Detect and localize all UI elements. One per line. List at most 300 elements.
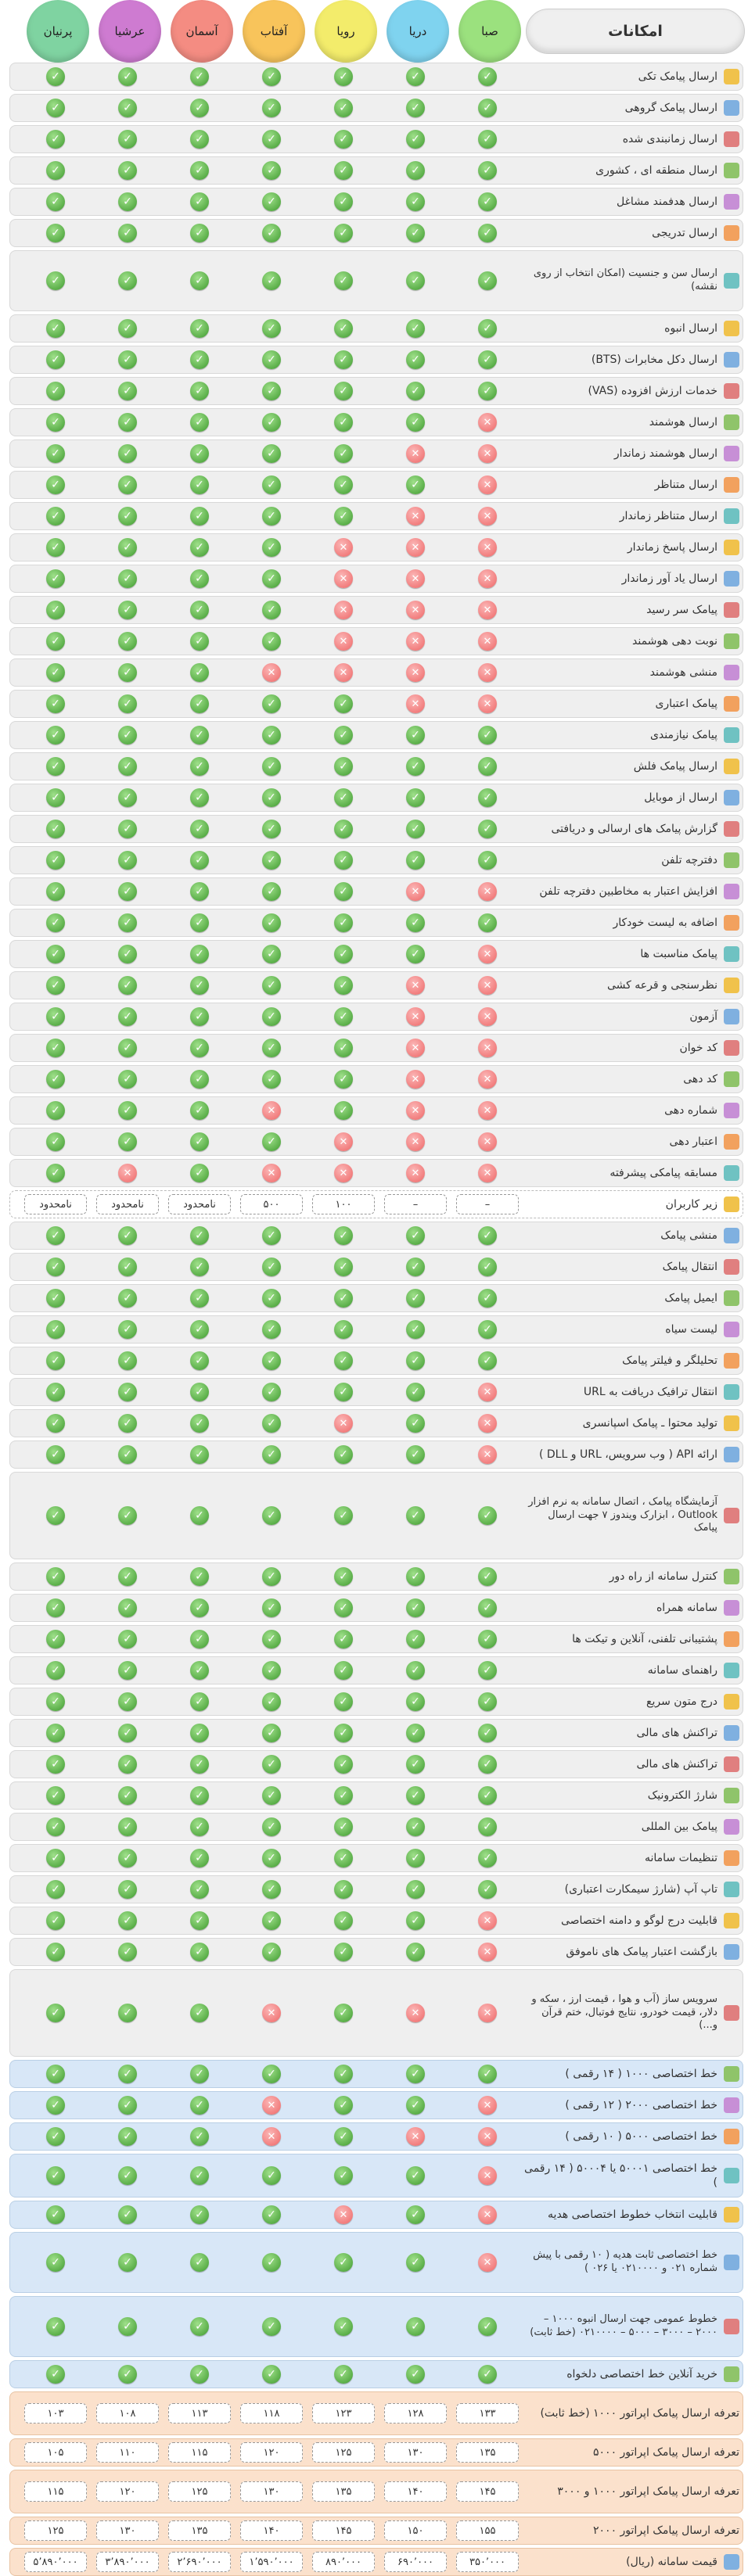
check-icon: ✓ bbox=[190, 569, 209, 588]
check-icon: ✓ bbox=[478, 271, 497, 290]
check-icon: ✓ bbox=[262, 1692, 281, 1711]
row-label: تاپ آپ (شارژ سیمکارت اعتباری) bbox=[564, 1882, 717, 1896]
value-cell bbox=[92, 2520, 164, 2541]
check-icon: ✓ bbox=[118, 1289, 137, 1308]
check-icon: ✓ bbox=[334, 913, 353, 932]
check-icon: ✓ bbox=[118, 2365, 137, 2384]
feature-cell bbox=[20, 475, 92, 494]
value-cell bbox=[379, 1194, 451, 1214]
feature-cell bbox=[20, 161, 92, 180]
feature-cell bbox=[164, 1070, 236, 1089]
quick-text-icon bbox=[724, 1694, 739, 1710]
value-box: ۱۴۵ bbox=[456, 2481, 519, 2502]
price-icon bbox=[724, 2554, 739, 2570]
feature-cell bbox=[20, 726, 92, 744]
feature-cell bbox=[307, 1383, 379, 1401]
feature-cell bbox=[451, 1101, 523, 1120]
feature-cell bbox=[164, 1320, 236, 1339]
check-icon: ✓ bbox=[262, 2166, 281, 2185]
sub-user-icon bbox=[724, 1197, 739, 1212]
check-icon: ✓ bbox=[334, 1258, 353, 1276]
feature-cell bbox=[307, 2065, 379, 2083]
exam-icon bbox=[724, 1009, 739, 1024]
table-row bbox=[9, 2091, 743, 2119]
feature-cell bbox=[20, 976, 92, 995]
check-icon: ✓ bbox=[334, 1007, 353, 1026]
cross-icon: ✕ bbox=[406, 1039, 425, 1057]
check-icon: ✓ bbox=[406, 67, 425, 86]
cross-icon: ✕ bbox=[334, 663, 353, 682]
feature-cell bbox=[379, 507, 451, 526]
feature-cell bbox=[307, 224, 379, 242]
check-icon: ✓ bbox=[46, 820, 65, 838]
check-icon: ✓ bbox=[478, 67, 497, 86]
feature-cell bbox=[164, 1351, 236, 1370]
lab-icon bbox=[724, 1508, 739, 1523]
value-box: ۱۱۳ bbox=[168, 2403, 231, 2424]
feature-cell bbox=[20, 130, 92, 149]
public-line-icon bbox=[724, 2319, 739, 2334]
value-cell bbox=[164, 1194, 236, 1214]
check-icon: ✓ bbox=[190, 1414, 209, 1433]
row-caption bbox=[523, 1228, 743, 1243]
feature-cell bbox=[307, 569, 379, 588]
cross-icon: ✕ bbox=[406, 507, 425, 526]
package-name: عرشیا bbox=[114, 24, 146, 38]
row-caption bbox=[523, 225, 743, 241]
table-row bbox=[9, 1750, 743, 1778]
table-row bbox=[9, 1409, 743, 1437]
check-icon: ✓ bbox=[262, 67, 281, 86]
feature-cell bbox=[451, 1506, 523, 1525]
check-icon: ✓ bbox=[118, 1383, 137, 1401]
check-icon: ✓ bbox=[46, 1880, 65, 1899]
table-row bbox=[9, 533, 743, 561]
check-icon: ✓ bbox=[406, 1598, 425, 1617]
check-icon: ✓ bbox=[118, 945, 137, 963]
feature-cell bbox=[379, 1039, 451, 1057]
check-icon: ✓ bbox=[118, 882, 137, 901]
feature-cell bbox=[92, 2317, 164, 2336]
row-caption bbox=[523, 540, 743, 555]
check-icon: ✓ bbox=[262, 913, 281, 932]
check-icon: ✓ bbox=[262, 1007, 281, 1026]
table-row bbox=[9, 1813, 743, 1841]
feature-cell bbox=[164, 271, 236, 290]
blacklist-icon bbox=[724, 1322, 739, 1337]
feature-cell bbox=[451, 2253, 523, 2272]
row-caption bbox=[523, 163, 743, 178]
check-icon: ✓ bbox=[118, 1132, 137, 1151]
row-caption bbox=[523, 2485, 743, 2499]
check-icon: ✓ bbox=[190, 976, 209, 995]
cross-icon: ✕ bbox=[478, 2205, 497, 2224]
row-caption bbox=[523, 69, 743, 84]
table-row bbox=[9, 971, 743, 999]
feature-cell bbox=[379, 271, 451, 290]
feature-cell bbox=[451, 1817, 523, 1836]
feature-cell bbox=[20, 945, 92, 963]
feature-cell bbox=[164, 538, 236, 557]
row-label: ارسال هدفمند مشاغل bbox=[617, 195, 717, 208]
check-icon: ✓ bbox=[46, 1070, 65, 1089]
package-5[interactable] bbox=[171, 0, 233, 63]
row-label: پیامک اعتباری bbox=[655, 697, 717, 710]
value-box: نامحدود bbox=[96, 1194, 159, 1214]
check-icon: ✓ bbox=[118, 976, 137, 995]
check-icon: ✓ bbox=[406, 1226, 425, 1245]
value-box: ۱۰۳ bbox=[24, 2403, 87, 2424]
envelope-icon bbox=[724, 69, 739, 84]
check-icon: ✓ bbox=[190, 1943, 209, 1961]
feature-cell bbox=[236, 1661, 307, 1680]
row-caption bbox=[523, 1819, 743, 1835]
check-icon: ✓ bbox=[262, 694, 281, 713]
check-icon: ✓ bbox=[262, 726, 281, 744]
feature-cell bbox=[379, 1007, 451, 1026]
row-caption bbox=[523, 1103, 743, 1118]
feature-cell bbox=[451, 192, 523, 211]
check-icon: ✓ bbox=[190, 2127, 209, 2146]
feature-cell bbox=[451, 475, 523, 494]
row-caption bbox=[523, 1788, 743, 1803]
clock-icon bbox=[724, 131, 739, 147]
check-icon: ✓ bbox=[478, 2317, 497, 2336]
value-cell bbox=[92, 2442, 164, 2463]
check-icon: ✓ bbox=[190, 757, 209, 776]
feature-cell bbox=[236, 99, 307, 117]
check-icon: ✓ bbox=[334, 1567, 353, 1586]
check-icon: ✓ bbox=[190, 1786, 209, 1805]
feature-cell bbox=[307, 1164, 379, 1182]
feature-cell bbox=[20, 2096, 92, 2115]
feature-cell bbox=[164, 2365, 236, 2384]
check-icon: ✓ bbox=[406, 1880, 425, 1899]
feature-cell bbox=[236, 224, 307, 242]
check-icon: ✓ bbox=[46, 271, 65, 290]
check-icon: ✓ bbox=[118, 569, 137, 588]
feature-cell bbox=[92, 192, 164, 211]
gift-icon bbox=[724, 1165, 739, 1181]
feature-cell bbox=[379, 413, 451, 432]
row-label: راهنمای سامانه bbox=[647, 1663, 717, 1677]
check-icon: ✓ bbox=[46, 382, 65, 400]
row-caption bbox=[523, 1071, 743, 1087]
feature-cell bbox=[164, 382, 236, 400]
row-caption bbox=[523, 633, 743, 649]
table-row bbox=[9, 219, 743, 247]
feature-cell bbox=[451, 319, 523, 338]
check-icon: ✓ bbox=[118, 99, 137, 117]
feature-cell bbox=[307, 2317, 379, 2336]
feature-cell bbox=[92, 788, 164, 807]
row-label: تحلیلگر و فیلتر پیامک bbox=[622, 1354, 717, 1367]
cross-icon: ✕ bbox=[478, 632, 497, 651]
feature-cell bbox=[164, 1630, 236, 1649]
feature-cell bbox=[92, 2253, 164, 2272]
check-icon: ✓ bbox=[190, 1289, 209, 1308]
check-icon: ✓ bbox=[262, 1320, 281, 1339]
check-icon: ✓ bbox=[262, 507, 281, 526]
value-box: ۲٬۶۹۰٬۰۰۰ bbox=[168, 2552, 231, 2572]
table-row bbox=[9, 94, 743, 122]
feature-cell bbox=[236, 1445, 307, 1464]
feature-cell bbox=[236, 538, 307, 557]
table-row bbox=[9, 721, 743, 749]
value-cell bbox=[164, 2552, 236, 2572]
feature-cell bbox=[236, 913, 307, 932]
check-icon: ✓ bbox=[334, 1598, 353, 1617]
feature-cell bbox=[379, 851, 451, 870]
package-7[interactable] bbox=[27, 0, 89, 63]
row-caption bbox=[523, 1913, 743, 1928]
row-label: ارائه API ( وب سرویس، URL و DLL ) bbox=[538, 1448, 717, 1461]
feature-cell bbox=[20, 1320, 92, 1339]
check-icon: ✓ bbox=[334, 1506, 353, 1525]
feature-cell bbox=[20, 1755, 92, 1774]
check-icon: ✓ bbox=[118, 1226, 137, 1245]
cross-icon: ✕ bbox=[262, 2127, 281, 2146]
check-icon: ✓ bbox=[262, 569, 281, 588]
check-icon: ✓ bbox=[262, 1880, 281, 1899]
row-label: منشی هوشمند bbox=[649, 666, 717, 679]
check-icon: ✓ bbox=[262, 632, 281, 651]
check-icon: ✓ bbox=[334, 1320, 353, 1339]
feature-cell bbox=[379, 350, 451, 369]
check-icon: ✓ bbox=[406, 1786, 425, 1805]
row-caption bbox=[523, 1040, 743, 1056]
feature-cell bbox=[92, 632, 164, 651]
check-icon: ✓ bbox=[46, 569, 65, 588]
check-icon: ✓ bbox=[46, 507, 65, 526]
check-icon: ✓ bbox=[334, 2317, 353, 2336]
feature-cell bbox=[20, 1226, 92, 1245]
package-4[interactable] bbox=[243, 0, 305, 63]
check-icon: ✓ bbox=[262, 224, 281, 242]
feature-cell bbox=[92, 538, 164, 557]
row-label: پیامک بین المللی bbox=[641, 1820, 717, 1833]
feature-cell bbox=[164, 1661, 236, 1680]
feature-cell bbox=[236, 1320, 307, 1339]
feature-cell bbox=[307, 1506, 379, 1525]
feature-cell bbox=[164, 1039, 236, 1057]
code-reader-icon bbox=[724, 1040, 739, 1056]
feature-cell bbox=[92, 67, 164, 86]
check-icon: ✓ bbox=[46, 224, 65, 242]
row-label: مسابقه پیامکی پیشرفته bbox=[610, 1166, 717, 1179]
transfer-icon bbox=[724, 1259, 739, 1275]
row-caption bbox=[523, 884, 743, 899]
check-icon: ✓ bbox=[190, 2096, 209, 2115]
feature-cell bbox=[236, 1817, 307, 1836]
value-cell bbox=[236, 2403, 307, 2424]
feature-cell bbox=[451, 569, 523, 588]
check-icon: ✓ bbox=[262, 2065, 281, 2083]
row-label: پیامک سر رسید bbox=[646, 603, 717, 616]
cross-icon: ✕ bbox=[406, 632, 425, 651]
row-caption bbox=[523, 1353, 743, 1369]
feature-cell bbox=[20, 413, 92, 432]
check-icon: ✓ bbox=[118, 1724, 137, 1742]
table-row bbox=[9, 2438, 743, 2467]
check-icon: ✓ bbox=[46, 788, 65, 807]
table-row bbox=[9, 846, 743, 874]
check-icon: ✓ bbox=[406, 99, 425, 117]
feature-cell bbox=[20, 1351, 92, 1370]
feature-cell bbox=[379, 1755, 451, 1774]
feature-cell bbox=[20, 1724, 92, 1742]
check-icon: ✓ bbox=[190, 67, 209, 86]
package-6[interactable] bbox=[99, 0, 161, 63]
check-icon: ✓ bbox=[334, 475, 353, 494]
check-icon: ✓ bbox=[478, 1724, 497, 1742]
row-label: اضافه به لیست خودکار bbox=[613, 916, 717, 929]
feature-cell bbox=[451, 788, 523, 807]
value-box: ۱۳۰ bbox=[240, 2481, 303, 2502]
feature-cell bbox=[307, 1849, 379, 1867]
check-icon: ✓ bbox=[262, 444, 281, 463]
feature-cell bbox=[236, 663, 307, 682]
feature-cell bbox=[20, 1786, 92, 1805]
feature-cell bbox=[164, 851, 236, 870]
value-cell bbox=[451, 2520, 523, 2541]
feature-cell bbox=[20, 632, 92, 651]
check-icon: ✓ bbox=[478, 726, 497, 744]
cross-icon: ✕ bbox=[478, 569, 497, 588]
check-icon: ✓ bbox=[118, 757, 137, 776]
row-caption bbox=[523, 978, 743, 993]
check-icon: ✓ bbox=[262, 945, 281, 963]
cross-icon: ✕ bbox=[478, 1445, 497, 1464]
check-icon: ✓ bbox=[46, 601, 65, 619]
feature-cell bbox=[379, 382, 451, 400]
row-caption bbox=[523, 821, 743, 837]
feature-cell bbox=[379, 1567, 451, 1586]
mobile-icon bbox=[724, 790, 739, 805]
value-cell bbox=[307, 2481, 379, 2502]
feature-cell bbox=[307, 1070, 379, 1089]
cross-icon: ✕ bbox=[478, 2253, 497, 2272]
check-icon: ✓ bbox=[334, 99, 353, 117]
check-icon: ✓ bbox=[262, 475, 281, 494]
check-icon: ✓ bbox=[118, 601, 137, 619]
value-box: ۶۹۰٬۰۰۰ bbox=[384, 2552, 447, 2572]
row-label: افزایش اعتبار به مخاطبین دفترچه تلفن bbox=[539, 884, 717, 898]
check-icon: ✓ bbox=[190, 663, 209, 682]
feature-cell bbox=[92, 694, 164, 713]
package-2[interactable] bbox=[387, 0, 449, 63]
feature-cell bbox=[379, 130, 451, 149]
feature-cell bbox=[92, 1755, 164, 1774]
value-box: ۱۳۵ bbox=[456, 2442, 519, 2463]
check-icon: ✓ bbox=[406, 1724, 425, 1742]
value-box: ۳۵۰٬۰۰۰ bbox=[456, 2552, 519, 2572]
check-icon: ✓ bbox=[334, 694, 353, 713]
check-icon: ✓ bbox=[406, 161, 425, 180]
feature-cell bbox=[20, 507, 92, 526]
value-box: ۱۴۰ bbox=[240, 2520, 303, 2541]
row-caption bbox=[523, 727, 743, 743]
check-icon: ✓ bbox=[118, 1598, 137, 1617]
check-icon: ✓ bbox=[190, 538, 209, 557]
feature-cell bbox=[307, 2253, 379, 2272]
feature-cell bbox=[379, 1661, 451, 1680]
feature-cell bbox=[20, 1817, 92, 1836]
row-label: درج متون سریع bbox=[646, 1695, 717, 1708]
check-icon: ✓ bbox=[334, 1817, 353, 1836]
feature-cell bbox=[92, 1383, 164, 1401]
list-add-icon bbox=[724, 915, 739, 931]
row-caption bbox=[523, 414, 743, 430]
check-icon: ✓ bbox=[118, 1320, 137, 1339]
value-cell bbox=[164, 2481, 236, 2502]
feature-cell bbox=[307, 1755, 379, 1774]
package-name: پرنیان bbox=[43, 24, 73, 38]
table-row bbox=[9, 2232, 743, 2293]
check-icon: ✓ bbox=[46, 1630, 65, 1649]
check-icon: ✓ bbox=[46, 663, 65, 682]
feature-cell bbox=[92, 475, 164, 494]
feature-cell bbox=[451, 2096, 523, 2115]
feature-cell bbox=[451, 1849, 523, 1867]
package-1[interactable] bbox=[459, 0, 521, 63]
row-label: خدمات ارزش افزوده (VAS) bbox=[588, 384, 717, 397]
check-icon: ✓ bbox=[118, 1506, 137, 1525]
value-box: ۱۲۵ bbox=[312, 2442, 375, 2463]
feature-cell bbox=[164, 99, 236, 117]
feature-cell bbox=[164, 413, 236, 432]
check-icon: ✓ bbox=[190, 601, 209, 619]
filter-icon bbox=[724, 1353, 739, 1369]
feature-cell bbox=[451, 1383, 523, 1401]
check-icon: ✓ bbox=[406, 2317, 425, 2336]
feature-cell bbox=[307, 1007, 379, 1026]
row-label: اعتبار دهی bbox=[669, 1135, 717, 1148]
check-icon: ✓ bbox=[190, 1445, 209, 1464]
feature-cell bbox=[379, 1226, 451, 1245]
feature-cell bbox=[307, 67, 379, 86]
check-icon: ✓ bbox=[262, 382, 281, 400]
line-icon bbox=[724, 2097, 739, 2113]
feature-cell bbox=[451, 224, 523, 242]
feature-cell bbox=[20, 913, 92, 932]
row-caption bbox=[523, 1694, 743, 1710]
row-label: بازگشت اعتبار پیامک های ناموفق bbox=[566, 1945, 717, 1958]
feature-cell bbox=[164, 1911, 236, 1930]
feature-cell bbox=[164, 444, 236, 463]
cross-icon: ✕ bbox=[334, 538, 353, 557]
check-icon: ✓ bbox=[46, 67, 65, 86]
check-icon: ✓ bbox=[46, 2004, 65, 2022]
feature-cell bbox=[307, 192, 379, 211]
feature-cell bbox=[164, 1383, 236, 1401]
check-icon: ✓ bbox=[46, 1226, 65, 1245]
package-3[interactable] bbox=[315, 0, 377, 63]
feature-cell bbox=[379, 1817, 451, 1836]
feature-cell bbox=[92, 1258, 164, 1276]
check-icon: ✓ bbox=[334, 1630, 353, 1649]
row-caption bbox=[523, 131, 743, 147]
feature-cell bbox=[379, 569, 451, 588]
check-icon: ✓ bbox=[406, 413, 425, 432]
check-icon: ✓ bbox=[334, 2127, 353, 2146]
feature-cell bbox=[20, 2127, 92, 2146]
feature-cell bbox=[451, 601, 523, 619]
feature-cell bbox=[92, 1786, 164, 1805]
feature-cell bbox=[20, 319, 92, 338]
cross-icon: ✕ bbox=[334, 1164, 353, 1182]
feature-cell bbox=[20, 2004, 92, 2022]
